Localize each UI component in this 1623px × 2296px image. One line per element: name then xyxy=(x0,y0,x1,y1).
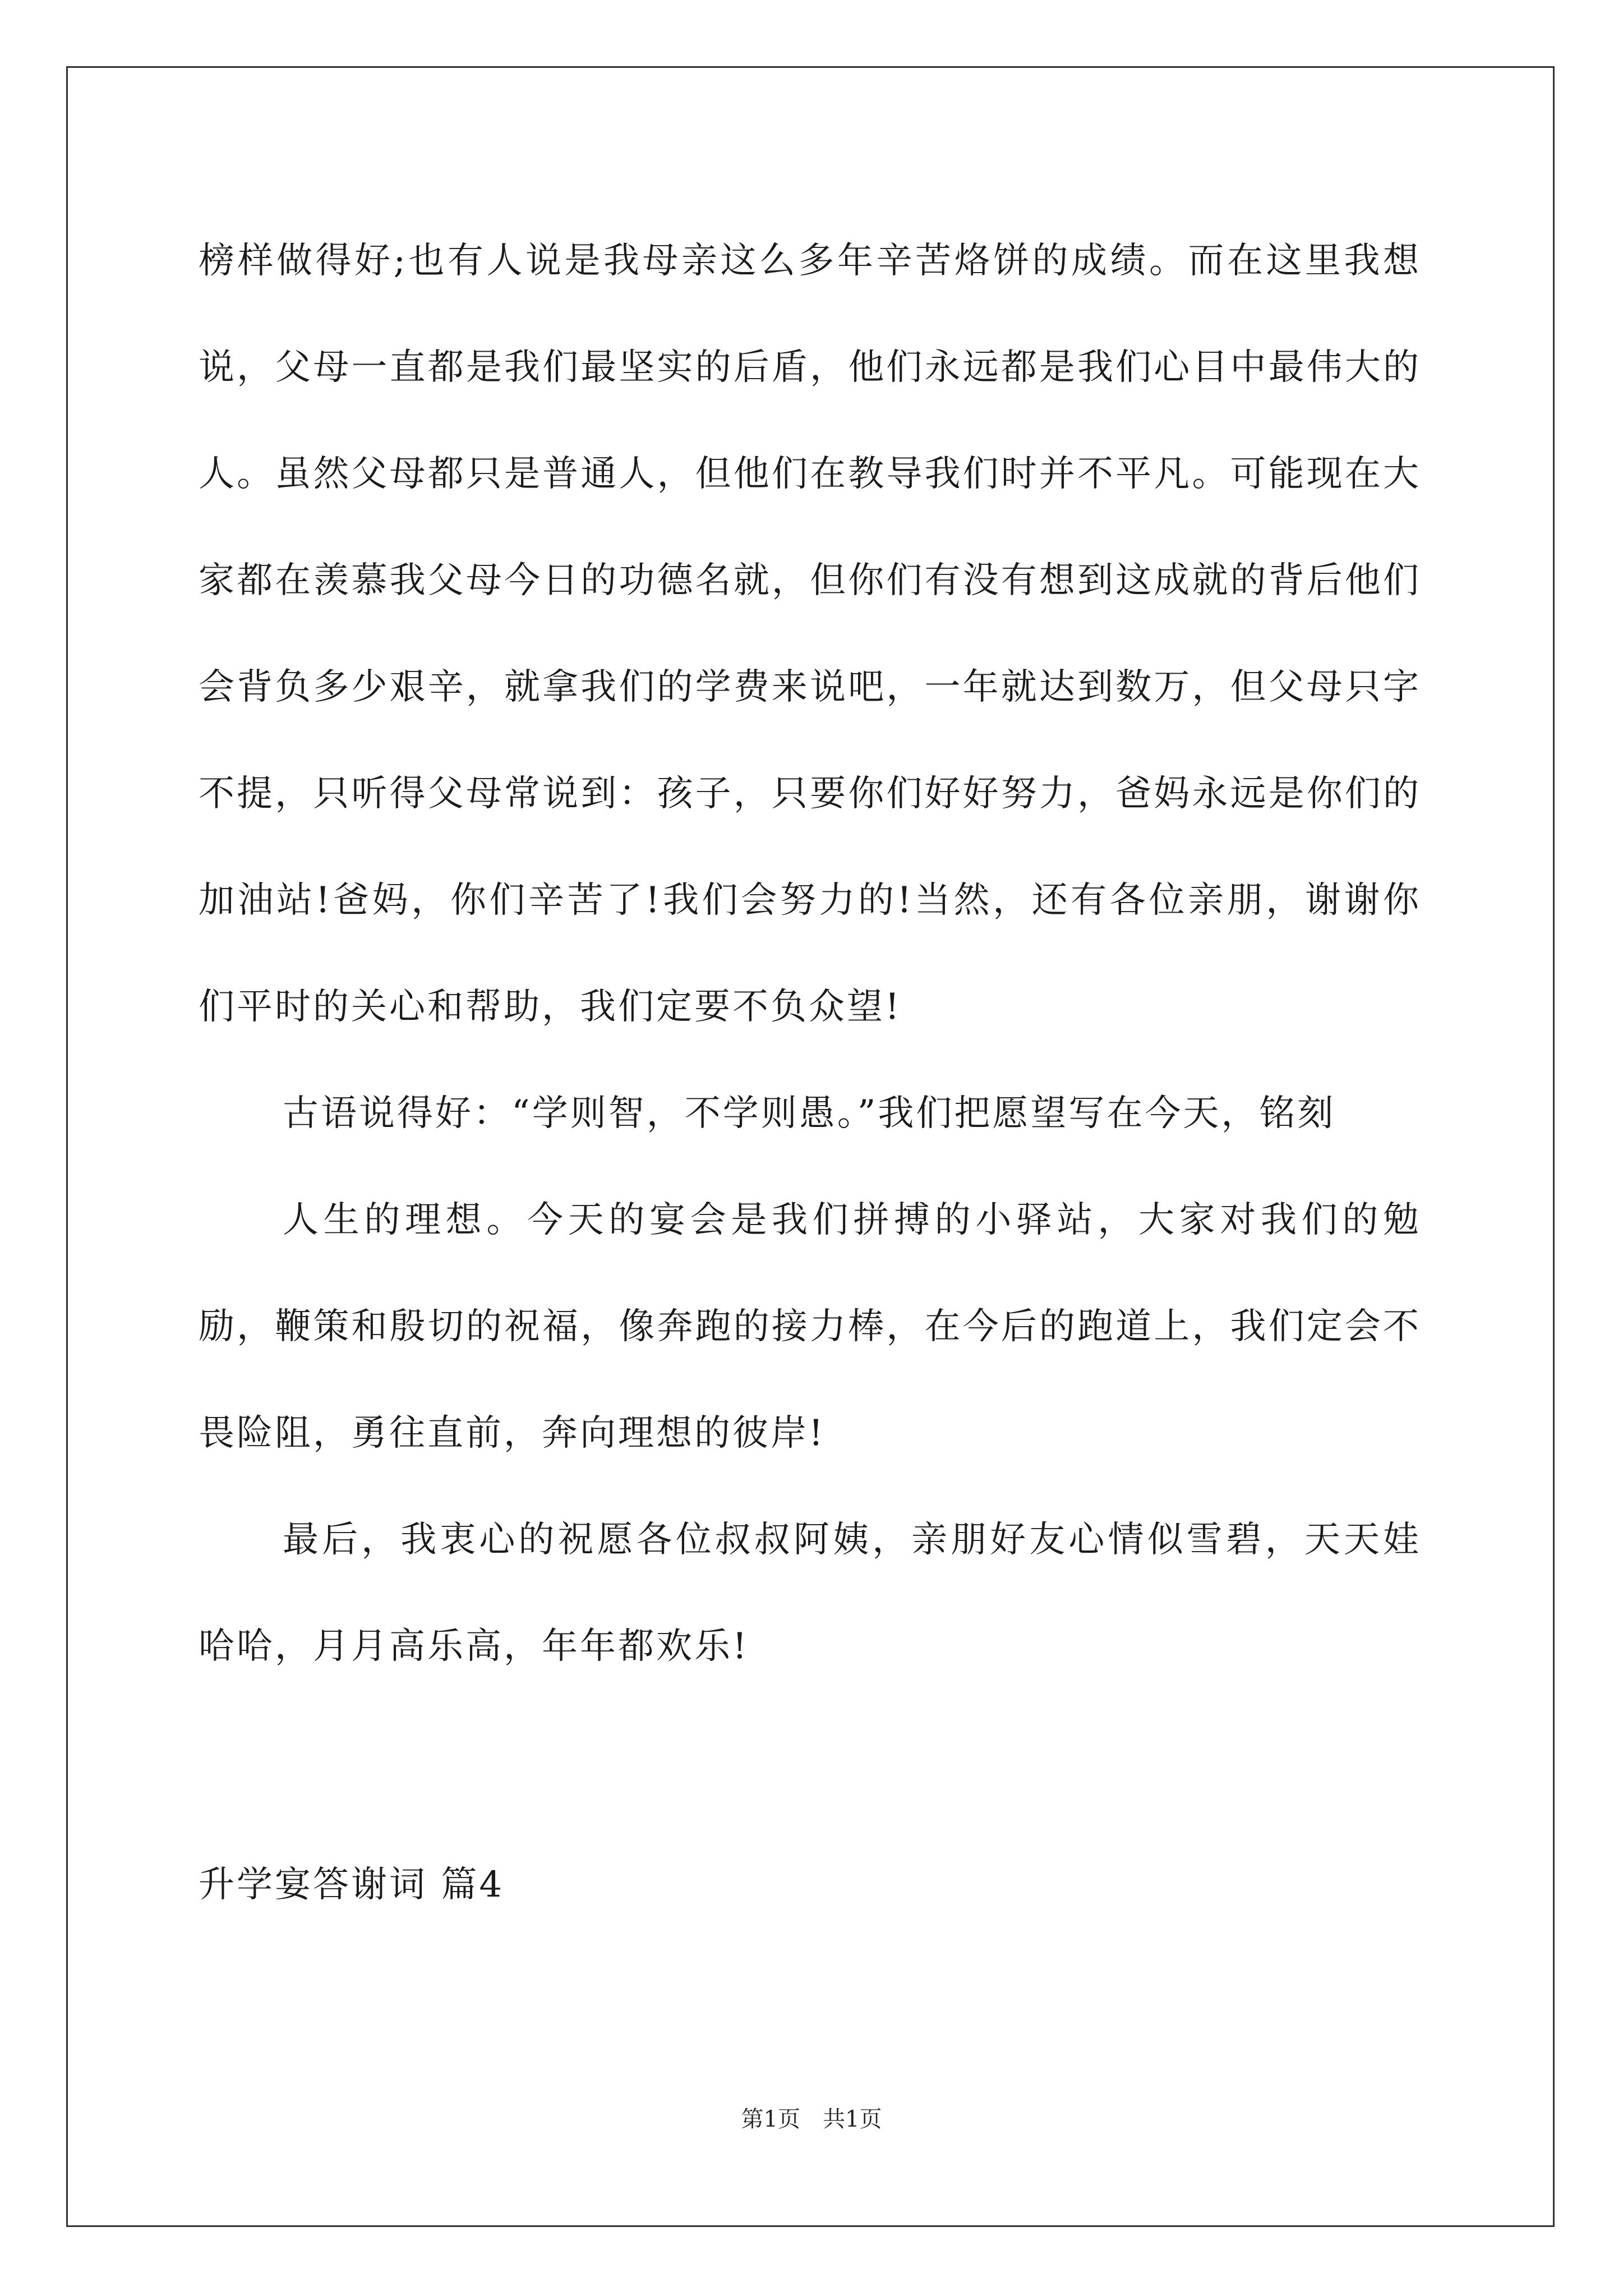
paragraph-4: 最后，我衷心的祝愿各位叔叔阿姨，亲朋好友心情似雪碧，天天娃哈哈，月月高乐高，年年都欢乐! xyxy=(199,1519,1421,1667)
document-body xyxy=(199,208,1421,1700)
paragraph-1: 榜样做得好;也有人说是我母亲这么多年辛苦烙饼的成绩。而在这里我想说，父母一直都是我们最坚实的后盾，他们永远都是我们心目中最伟大的人。虽然父母都只是普通人，但他们在教导我们时并不平凡。可能现在大家都在羡慕我父母今日的功德名就，但你们有没有想到这成就的背后他们会背负多少艰辛，就拿我们的学费来说吧，一年就达到数万，但父母只字不提，只听得父母常说到：孩子，只要你们好好努力，爸妈永远是你们的加油站!爸妈，你们辛苦了!我们会努力的!当然，还有各位亲朋，谢谢你们平时的关心和帮助，我们定要不负众望! xyxy=(199,240,1421,1028)
section-heading: 升学宴答谢词 篇4 xyxy=(199,1864,505,1906)
page-footer: 第1页 共1页 xyxy=(741,2106,882,2132)
paragraph-2: 古语说得好：“学则智，不学则愚。”我们把愿望写在今天，铭刻 xyxy=(283,1093,1336,1134)
paragraph-3: 人生的理想。今天的宴会是我们拼搏的小驿站，大家对我们的勉励，鞭策和殷切的祝福，像奔跑的接力棒，在今后的跑道上，我们定会不畏险阻，勇往直前，奔向理想的彼岸! xyxy=(199,1199,1421,1454)
